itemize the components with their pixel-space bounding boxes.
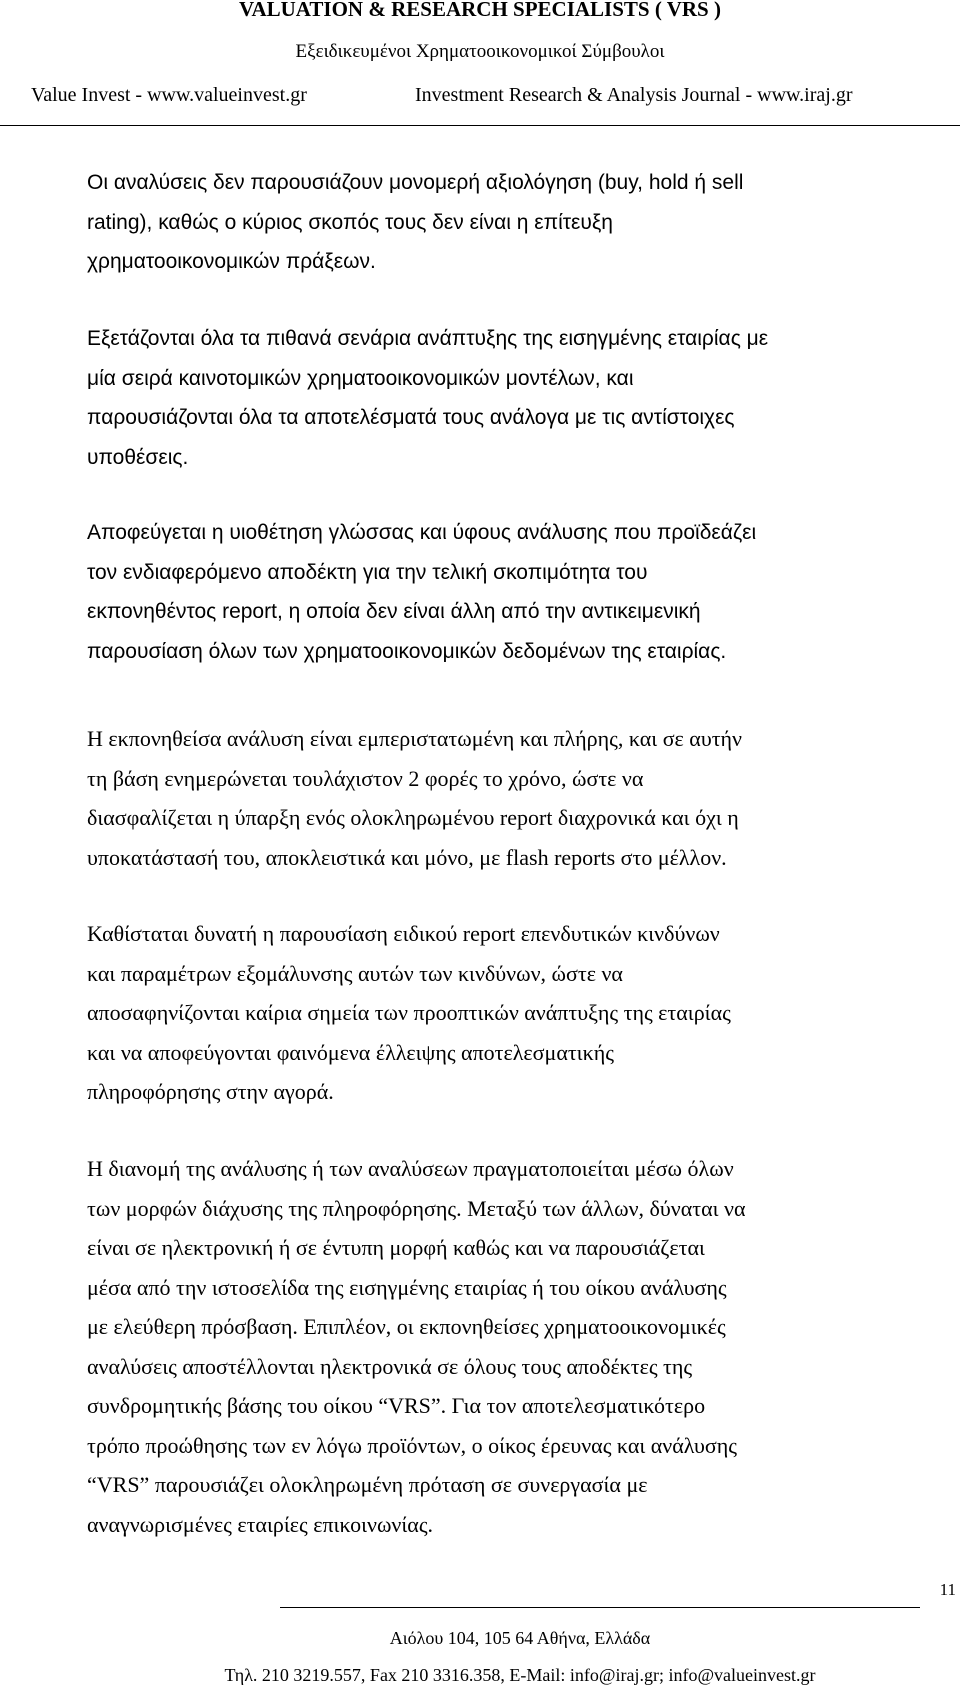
header-subtitle: Εξειδικευμένοι Χρηματοοικονομικοί Σύμβουλοι (295, 41, 665, 62)
paragraph-line: με ελεύθερη πρόσβαση. Επιπλέον, οι εκπονηθείσες χρηματοοικονομικές (87, 1314, 726, 1339)
paragraph-line: τρόπο προώθησης των εν λόγω προϊόντων, ο οίκος έρευνας και ανάλυσης (87, 1432, 737, 1458)
paragraph-line: και παραμέτρων εξομάλυνσης αυτών των κινδύνων, ώστε να (87, 960, 623, 986)
paragraph-line: τον ενδιαφερόμενο αποδέκτη για την τελική σκοπιμότητα του (87, 560, 648, 584)
paragraph-line: Η διανομή της ανάλυσης ή των αναλύσεων πραγματοποιείται μέσω όλων (87, 1156, 734, 1181)
paragraph-line: και να αποφεύγονται φαινόμενα έλλειψης αποτελεσματικής (87, 1039, 614, 1065)
paragraph-line: αποσαφηνίζονται καίρια σημεία των προοπτικών ανάπτυξης της εταιρίας (87, 1000, 731, 1025)
paragraph-line: μέσα από την ιστοσελίδα της εισηγμένης εταιρίας ή του οίκου ανάλυσης (87, 1274, 727, 1300)
page-number: 11 (939, 1580, 956, 1599)
paragraph-3 (87, 513, 887, 671)
paragraph-line: υποθέσεις. (87, 445, 189, 469)
paragraph-line: τη βάση ενημερώνεται τουλάχιστον 2 φορές το χρόνο, ώστε να (87, 765, 644, 791)
paragraph-line: rating), καθώς ο κύριος σκοπός τους δεν είναι η επίτευξη (87, 210, 613, 234)
footer-address: Αιόλου 104, 105 64 Αθήνα, Ελλάδα (389, 1628, 651, 1648)
paragraph-line: των μορφών διάχυσης της πληροφόρησης. Μεταξύ των άλλων, δύναται να (87, 1195, 746, 1221)
footer-contact: Τηλ. 210 3219.557, Fax 210 3316.358, E-Mail: info@iraj.gr; info@valueinvest.gr (224, 1665, 816, 1685)
paragraph-line: “VRS” παρουσιάζει ολοκληρωμένη πρόταση σε συνεργασία με (87, 1472, 648, 1497)
paragraph-line: Οι αναλύσεις δεν παρουσιάζουν μονομερή αξιολόγηση (buy, hold ή sell (87, 171, 744, 194)
paragraph-2 (87, 319, 887, 477)
paragraph-line: διασφαλίζεται η ύπαρξη ενός ολοκληρωμένου report διαχρονικά και όχι η (87, 805, 739, 830)
paragraph-line: εκπονηθέντος report, η οποία δεν είναι άλλη από την αντικειμενική (87, 600, 701, 623)
footer-divider (280, 1607, 920, 1608)
paragraph-6 (87, 1149, 887, 1544)
paragraph-line: παρουσίαση όλων των χρηματοοικονομικών δεδομένων της εταιρίας. (87, 639, 727, 663)
paragraph-line: είναι σε ηλεκτρονική ή σε έντυπη μορφή καθώς και να παρουσιάζεται (87, 1235, 705, 1260)
header-title: VALUATION & RESEARCH SPECIALISTS ( VRS ) (239, 0, 721, 21)
paragraph-line: παρουσιάζονται όλα τα αποτελέσματά τους ανάλογα με τις αντίστοιχες (87, 406, 735, 429)
paragraph-line: υποκατάστασή του, αποκλειστικά και μόνο, με flash reports στο μέλλον. (87, 844, 727, 870)
paragraph-4 (87, 719, 887, 877)
paragraph-5 (87, 914, 887, 1112)
paragraph-line: συνδρομητικής βάσης του οίκου “VRS”. Για τον αποτελεσματικότερο (87, 1393, 706, 1418)
header-right-link: Investment Research & Analysis Journal - www.iraj.gr (415, 84, 853, 106)
header-divider (0, 125, 960, 126)
paragraph-line: Καθίσταται δυνατή η παρουσίαση ειδικού report επενδυτικών κινδύνων (87, 921, 720, 946)
header-left-link: Value Invest - www.valueinvest.gr (31, 84, 307, 106)
paragraph-line: χρηματοοικονομικών πράξεων. (87, 250, 376, 273)
paragraph-line: Εξετάζονται όλα τα πιθανά σενάρια ανάπτυξης της εισηγμένης εταιρίας με (87, 327, 769, 350)
paragraph-line: πληροφόρησης στην αγορά. (87, 1079, 334, 1104)
paragraph-line: Αποφεύγεται η υιοθέτηση γλώσσας και ύφους ανάλυσης που προϊδεάζει (87, 521, 757, 544)
paragraph-1 (87, 163, 887, 282)
paragraph-line: Η εκπονηθείσα ανάλυση είναι εμπεριστατωμένη και πλήρης, και σε αυτήν (87, 726, 743, 751)
paragraph-line: αναλύσεις αποστέλλονται ηλεκτρονικά σε όλους τους αποδέκτες της (87, 1353, 693, 1379)
paragraph-line: μία σειρά καινοτομικών χρηματοοικονομικών μοντέλων, και (87, 366, 634, 390)
paragraph-line: αναγνωρισμένες εταιρίες επικοινωνίας. (87, 1511, 434, 1537)
